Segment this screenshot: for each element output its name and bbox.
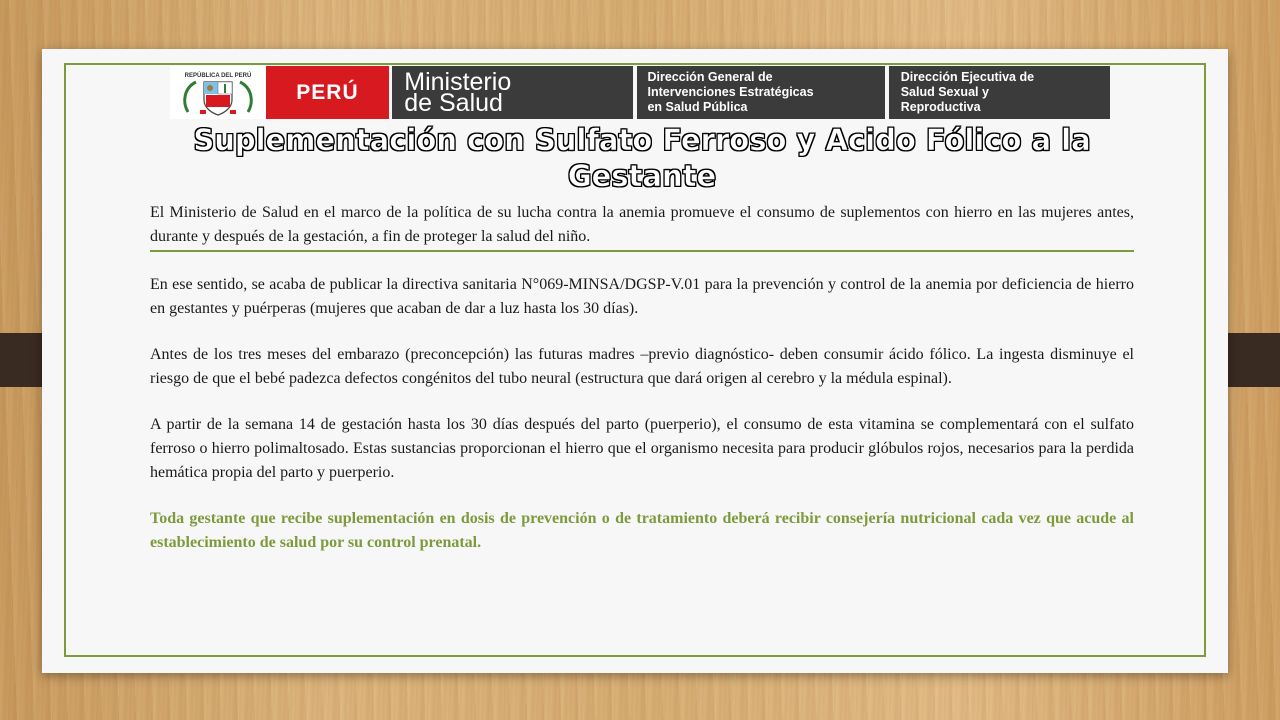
escudo-label: REPÚBLICA DEL PERÚ (184, 72, 252, 79)
header-logos (170, 66, 1110, 119)
ministerio-brand-block (392, 66, 633, 119)
direccion-ejecutiva-line-1: Dirección Ejecutiva de (900, 70, 1035, 84)
slide-title-text: Suplementación con Sulfato Ferroso y Acido Fólico a la Gestante (193, 123, 1091, 193)
ministerio-line-1: Ministerio (404, 67, 512, 96)
direccion-ejecutiva-line-2: Salud Sexual y (900, 85, 989, 99)
direccion-general-block (637, 66, 884, 119)
highlight-paragraph: Toda gestante que recibe suplementación en dosis de prevención o de tratamiento deberá recibir consejería nutricional cada vez que acude al establecimiento de salud por su control prenatal. (150, 510, 1134, 551)
direccion-ejecutiva-block (889, 66, 1110, 119)
peru-brand-block (266, 66, 390, 119)
direccion-general-line-3: en Salud Pública (647, 100, 748, 114)
paragraph-3: Antes de los tres meses del embarazo (preconcepción) las futuras madres –previo diagnóstico- deben consumir ácido fólico. La ingesta disminuye el riesgo de que el bebé padezca defectos congénitos del tubo neural (estructura que dará origen al cerebro y la médula espinal). (150, 346, 1134, 387)
direccion-ejecutiva-line-3: Reproductiva (900, 100, 981, 114)
paragraph-4: A partir de la semana 14 de gestación hasta los 30 días después del parto (puerperio), el consumo de esta vitamina se complementará con el sulfato ferroso o hierro polimaltosado. Estas sustancias proporcionan el hierro que el organismo necesita para producir glóbulos rojos, necesarios para la perdida hemática propia del parto y puerperio. (150, 416, 1134, 481)
direccion-general-line-2: Intervenciones Estratégicas (647, 85, 814, 99)
slide-body (150, 201, 1134, 555)
peru-coat-of-arms-icon (170, 66, 266, 119)
paragraph-2: En ese sentido, se acaba de publicar la directiva sanitaria N°069-MINSA/DGSP-V.01 para la prevención y control de la anemia por deficiencia de hierro en gestantes y puérperas (mujeres que acaban de dar a luz hasta los 30 días). (150, 276, 1134, 317)
paragraph-1: El Ministerio de Salud en el marco de la política de su lucha contra la anemia promueve el consumo de suplementos con hierro en las mujeres antes, durante y después de la gestación, a fin de proteger la salud del niño. (150, 201, 1134, 252)
slide-title (142, 122, 1142, 194)
peru-label: PERÚ (296, 80, 359, 104)
direccion-general-line-1: Dirección General de (647, 70, 773, 84)
ministerio-line-2: de Salud (404, 88, 503, 117)
slide-paper (42, 49, 1228, 673)
